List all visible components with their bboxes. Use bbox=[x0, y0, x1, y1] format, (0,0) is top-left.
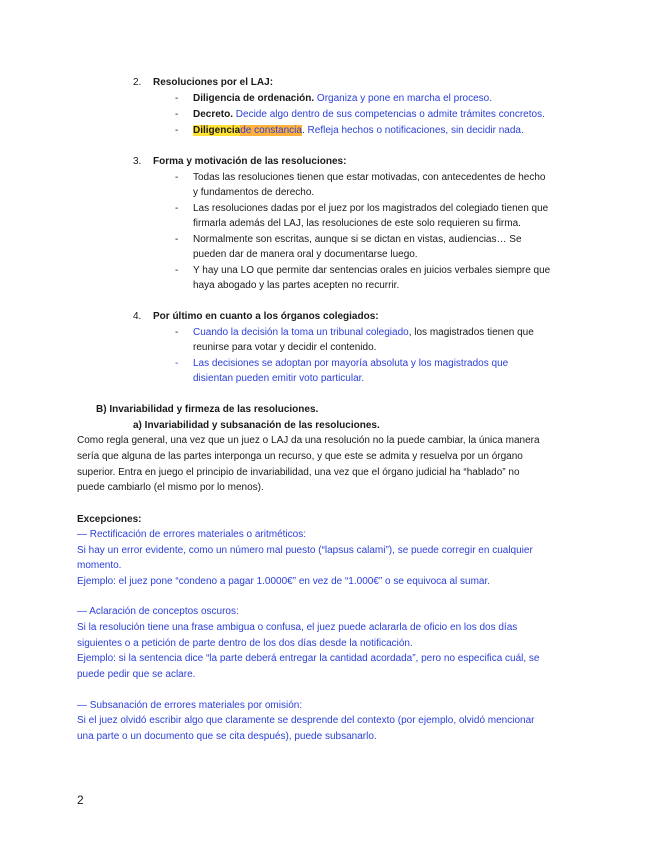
bullet-dash: - bbox=[175, 172, 179, 183]
s3-item-1-line-2: y fundamentos de derecho. bbox=[193, 187, 315, 198]
body-paragraph-line-1: Como regla general, una vez que un juez o LAJ da una resolución no la puede cambiar, la única manera bbox=[77, 435, 540, 446]
s3-item-2-line-1: Las resoluciones dadas por el juez por los magistrados del colegiado tienen que bbox=[193, 203, 549, 214]
section-2-number: 2. bbox=[133, 77, 142, 88]
body-paragraph-line-4: puede cambiarlo (el mismo por lo menos). bbox=[77, 482, 264, 493]
bullet-dash: - bbox=[175, 93, 179, 104]
bullet-dash: - bbox=[175, 203, 179, 214]
body-paragraph-line-3: superior. Entra en juego el principio de invariabilidad, una vez que el órgano judicial ha “hablado” no bbox=[77, 467, 520, 478]
section-4-title: Por último en cuanto a los órganos colegiados: bbox=[153, 311, 379, 322]
s3-item-3-line-2: pueden dar de manera oral y documentarse luego. bbox=[193, 249, 418, 260]
s2-item-2-desc: Decide algo dentro de sus competencias o admite trámites concretos. bbox=[235, 109, 545, 120]
exception-2-example-line-2: puede pedir que se aclare. bbox=[77, 669, 196, 680]
s2-item-1 bbox=[193, 92, 492, 106]
s4-item-1-line-1 bbox=[193, 326, 534, 340]
s4-item-2-line-1: Las decisiones se adoptan por mayoría absoluta y los magistrados que bbox=[193, 358, 509, 369]
body-paragraph-line-2: sería que alguna de las partes interponga un recurso, y que este se admita y resuelva por un órgano bbox=[77, 451, 523, 462]
exceptions-heading: Excepciones: bbox=[77, 514, 142, 525]
s2-item-2 bbox=[193, 108, 545, 122]
section-4-number: 4. bbox=[133, 311, 142, 322]
s2-item-3-term-end: . bbox=[301, 125, 305, 136]
exception-1-line-1: Si hay un error evidente, como un número mal puesto (“lapsus calami”), se puede corregir en cualquier bbox=[77, 545, 533, 556]
s4-item-1-rest: , los magistrados tienen que bbox=[408, 327, 534, 338]
page-number: 2 bbox=[77, 793, 84, 807]
section-b-title: B) Invariabilidad y firmeza de las resoluciones. bbox=[96, 404, 319, 415]
bullet-dash: - bbox=[175, 234, 179, 245]
exception-1-line-2: momento. bbox=[77, 560, 122, 571]
section-3-number: 3. bbox=[133, 156, 142, 167]
bullet-dash: - bbox=[175, 358, 179, 369]
s3-item-4-line-1: Y hay una LO que permite dar sentencias orales en juicios verbales siempre que bbox=[193, 265, 551, 276]
bullet-dash: - bbox=[175, 109, 179, 120]
exception-1-example: Ejemplo: el juez pone “condeno a pagar 1.0000€” en vez de “1.000€” o se equivoca al sumar. bbox=[77, 576, 491, 587]
s2-item-2-term: Decreto. bbox=[193, 109, 234, 120]
s2-item-3-term-highlight: Diligencia bbox=[193, 125, 241, 136]
s2-item-3 bbox=[193, 124, 524, 138]
bullet-dash: - bbox=[175, 125, 179, 136]
s3-item-2-line-2: firmarla además del LAJ, las resoluciones de este solo requieren su firma. bbox=[193, 218, 521, 229]
exception-3-line-1: Si el juez olvidó escribir algo que claramente se desprende del contexto (por ejemplo, olvidó mencionar bbox=[77, 715, 535, 726]
s2-item-1-desc: Organiza y pone en marcha el proceso. bbox=[316, 93, 493, 104]
exception-2-example-line-1: Ejemplo: si la sentencia dice “la parte deberá entregar la cantidad acordada”, pero no especifica cuál, se bbox=[77, 653, 540, 664]
exception-3-title: — Subsanación de errores materiales por omisión: bbox=[77, 700, 303, 711]
bullet-dash: - bbox=[175, 327, 179, 338]
s2-item-3-term-highlight-2: de constancia bbox=[240, 125, 302, 136]
s3-item-3-line-1: Normalmente son escritas, aunque si se dictan en vistas, audiencias… Se bbox=[193, 234, 522, 245]
exception-2-title: — Aclaración de conceptos oscuros: bbox=[77, 606, 239, 617]
exception-2-line-2: siguientes o a petición de parte dentro de los dos días desde la notificación. bbox=[77, 638, 413, 649]
s3-item-4-line-2: haya abogado y las partes acepten no recurrir. bbox=[193, 280, 400, 291]
s4-item-1-blue: Cuando la decisión la toma un tribunal colegiado bbox=[193, 327, 409, 338]
exception-1-title: — Rectificación de errores materiales o aritméticos: bbox=[77, 529, 306, 540]
section-2-title: Resoluciones por el LAJ: bbox=[153, 77, 274, 88]
section-b-subtitle: a) Invariabilidad y subsanación de las resoluciones. bbox=[133, 420, 380, 431]
s4-item-1-line-2: reunirse para votar y decidir el contenido. bbox=[193, 342, 377, 353]
bullet-dash: - bbox=[175, 265, 179, 276]
exception-3-line-2: una parte o un documento que se cita después), puede subsanarlo. bbox=[77, 731, 377, 742]
s4-item-2-line-2: disientan pueden emitir voto particular. bbox=[193, 373, 365, 384]
s3-item-1-line-1: Todas las resoluciones tienen que estar motivadas, con antecedentes de hecho bbox=[193, 172, 546, 183]
s2-item-1-term: Diligencia de ordenación. bbox=[193, 93, 315, 104]
exception-2-line-1: Si la resolución tiene una frase ambigua o confusa, el juez puede aclararla de oficio en los dos días bbox=[77, 622, 518, 633]
section-3-title: Forma y motivación de las resoluciones: bbox=[153, 156, 347, 167]
s2-item-3-desc: Refleja hechos o notificaciones, sin decidir nada. bbox=[307, 125, 524, 136]
